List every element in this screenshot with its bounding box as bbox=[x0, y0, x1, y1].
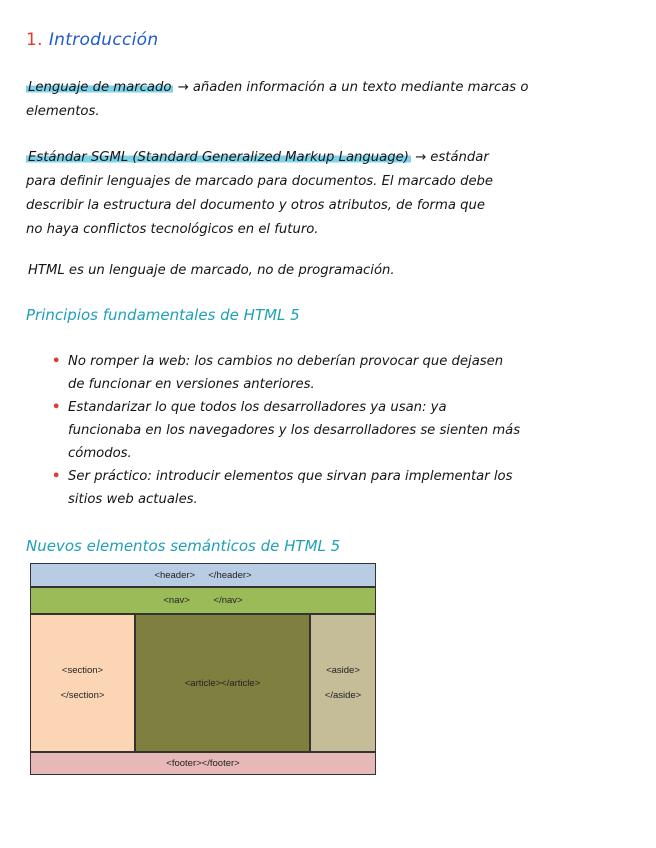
principles-list bbox=[52, 350, 646, 511]
nav-label: <nav> </nav> bbox=[163, 595, 243, 606]
sgml-line1: → estándar bbox=[415, 150, 489, 165]
markup-line2: elementos. bbox=[26, 104, 100, 119]
sgml-definition bbox=[26, 146, 646, 242]
nav-block bbox=[30, 587, 376, 614]
principles-title: Principios fundamentales de HTML 5 bbox=[26, 306, 300, 324]
principle-3-line2: sitios web actuales. bbox=[68, 492, 198, 507]
sgml-line4: no haya conflictos tecnológicos en el futuro. bbox=[26, 222, 319, 237]
principle-2-line1: Estandarizar lo que todos los desarrolladores ya usan: ya bbox=[68, 400, 447, 415]
sgml-line2: para definir lenguajes de marcado para documentos. El marcado debe bbox=[26, 174, 494, 189]
article-label: <article></article> bbox=[184, 677, 261, 689]
list-item bbox=[52, 350, 646, 396]
html5-layout-diagram bbox=[30, 563, 376, 775]
html-note: HTML es un lenguaje de marcado, no de programación. bbox=[28, 263, 395, 278]
principle-1-line2: de funcionar en versiones anteriores. bbox=[68, 377, 315, 392]
bullet-icon: • bbox=[52, 354, 61, 369]
footer-block bbox=[30, 752, 376, 775]
principle-3-line1: Ser práctico: introducir elementos que sirvan para implementar los bbox=[68, 469, 513, 484]
header-label: <header> </header> bbox=[154, 569, 252, 581]
section-block bbox=[30, 614, 135, 752]
sgml-line3: describir la estructura del documento y otros atributos, de forma que bbox=[26, 198, 485, 213]
principle-2-line2: funcionaba en los navegadores y los desarrolladores se sienten más bbox=[68, 423, 521, 438]
article-block bbox=[135, 614, 310, 752]
aside-close-label: </aside> bbox=[324, 690, 362, 701]
heading-number: 1. bbox=[26, 30, 43, 50]
principle-1-line1: No romper la web: los cambios no deberían provocar que dejasen bbox=[68, 354, 504, 369]
list-item bbox=[52, 396, 646, 465]
aside-block bbox=[310, 614, 376, 752]
bullet-icon: • bbox=[52, 469, 61, 484]
sgml-term: Estándar SGML (Standard Generalized Markup Language) bbox=[28, 150, 409, 165]
markup-term: Lenguaje de marcado bbox=[28, 80, 172, 95]
list-item bbox=[52, 465, 646, 511]
principle-2-line3: cómodos. bbox=[68, 446, 132, 461]
footer-label: <footer></footer> bbox=[166, 758, 240, 769]
markup-line1: → añaden información a un texto mediante marcas o bbox=[177, 80, 529, 95]
heading-title: Introducción bbox=[48, 30, 159, 50]
page-title bbox=[26, 30, 158, 50]
section-close-label: </section> bbox=[60, 690, 105, 701]
bullet-icon: • bbox=[52, 400, 61, 415]
markup-definition bbox=[26, 76, 638, 124]
section-open-label: <section> bbox=[61, 665, 104, 676]
aside-open-label: <aside> bbox=[326, 665, 360, 676]
header-block bbox=[30, 563, 376, 587]
semantic-title: Nuevos elementos semánticos de HTML 5 bbox=[26, 537, 341, 555]
